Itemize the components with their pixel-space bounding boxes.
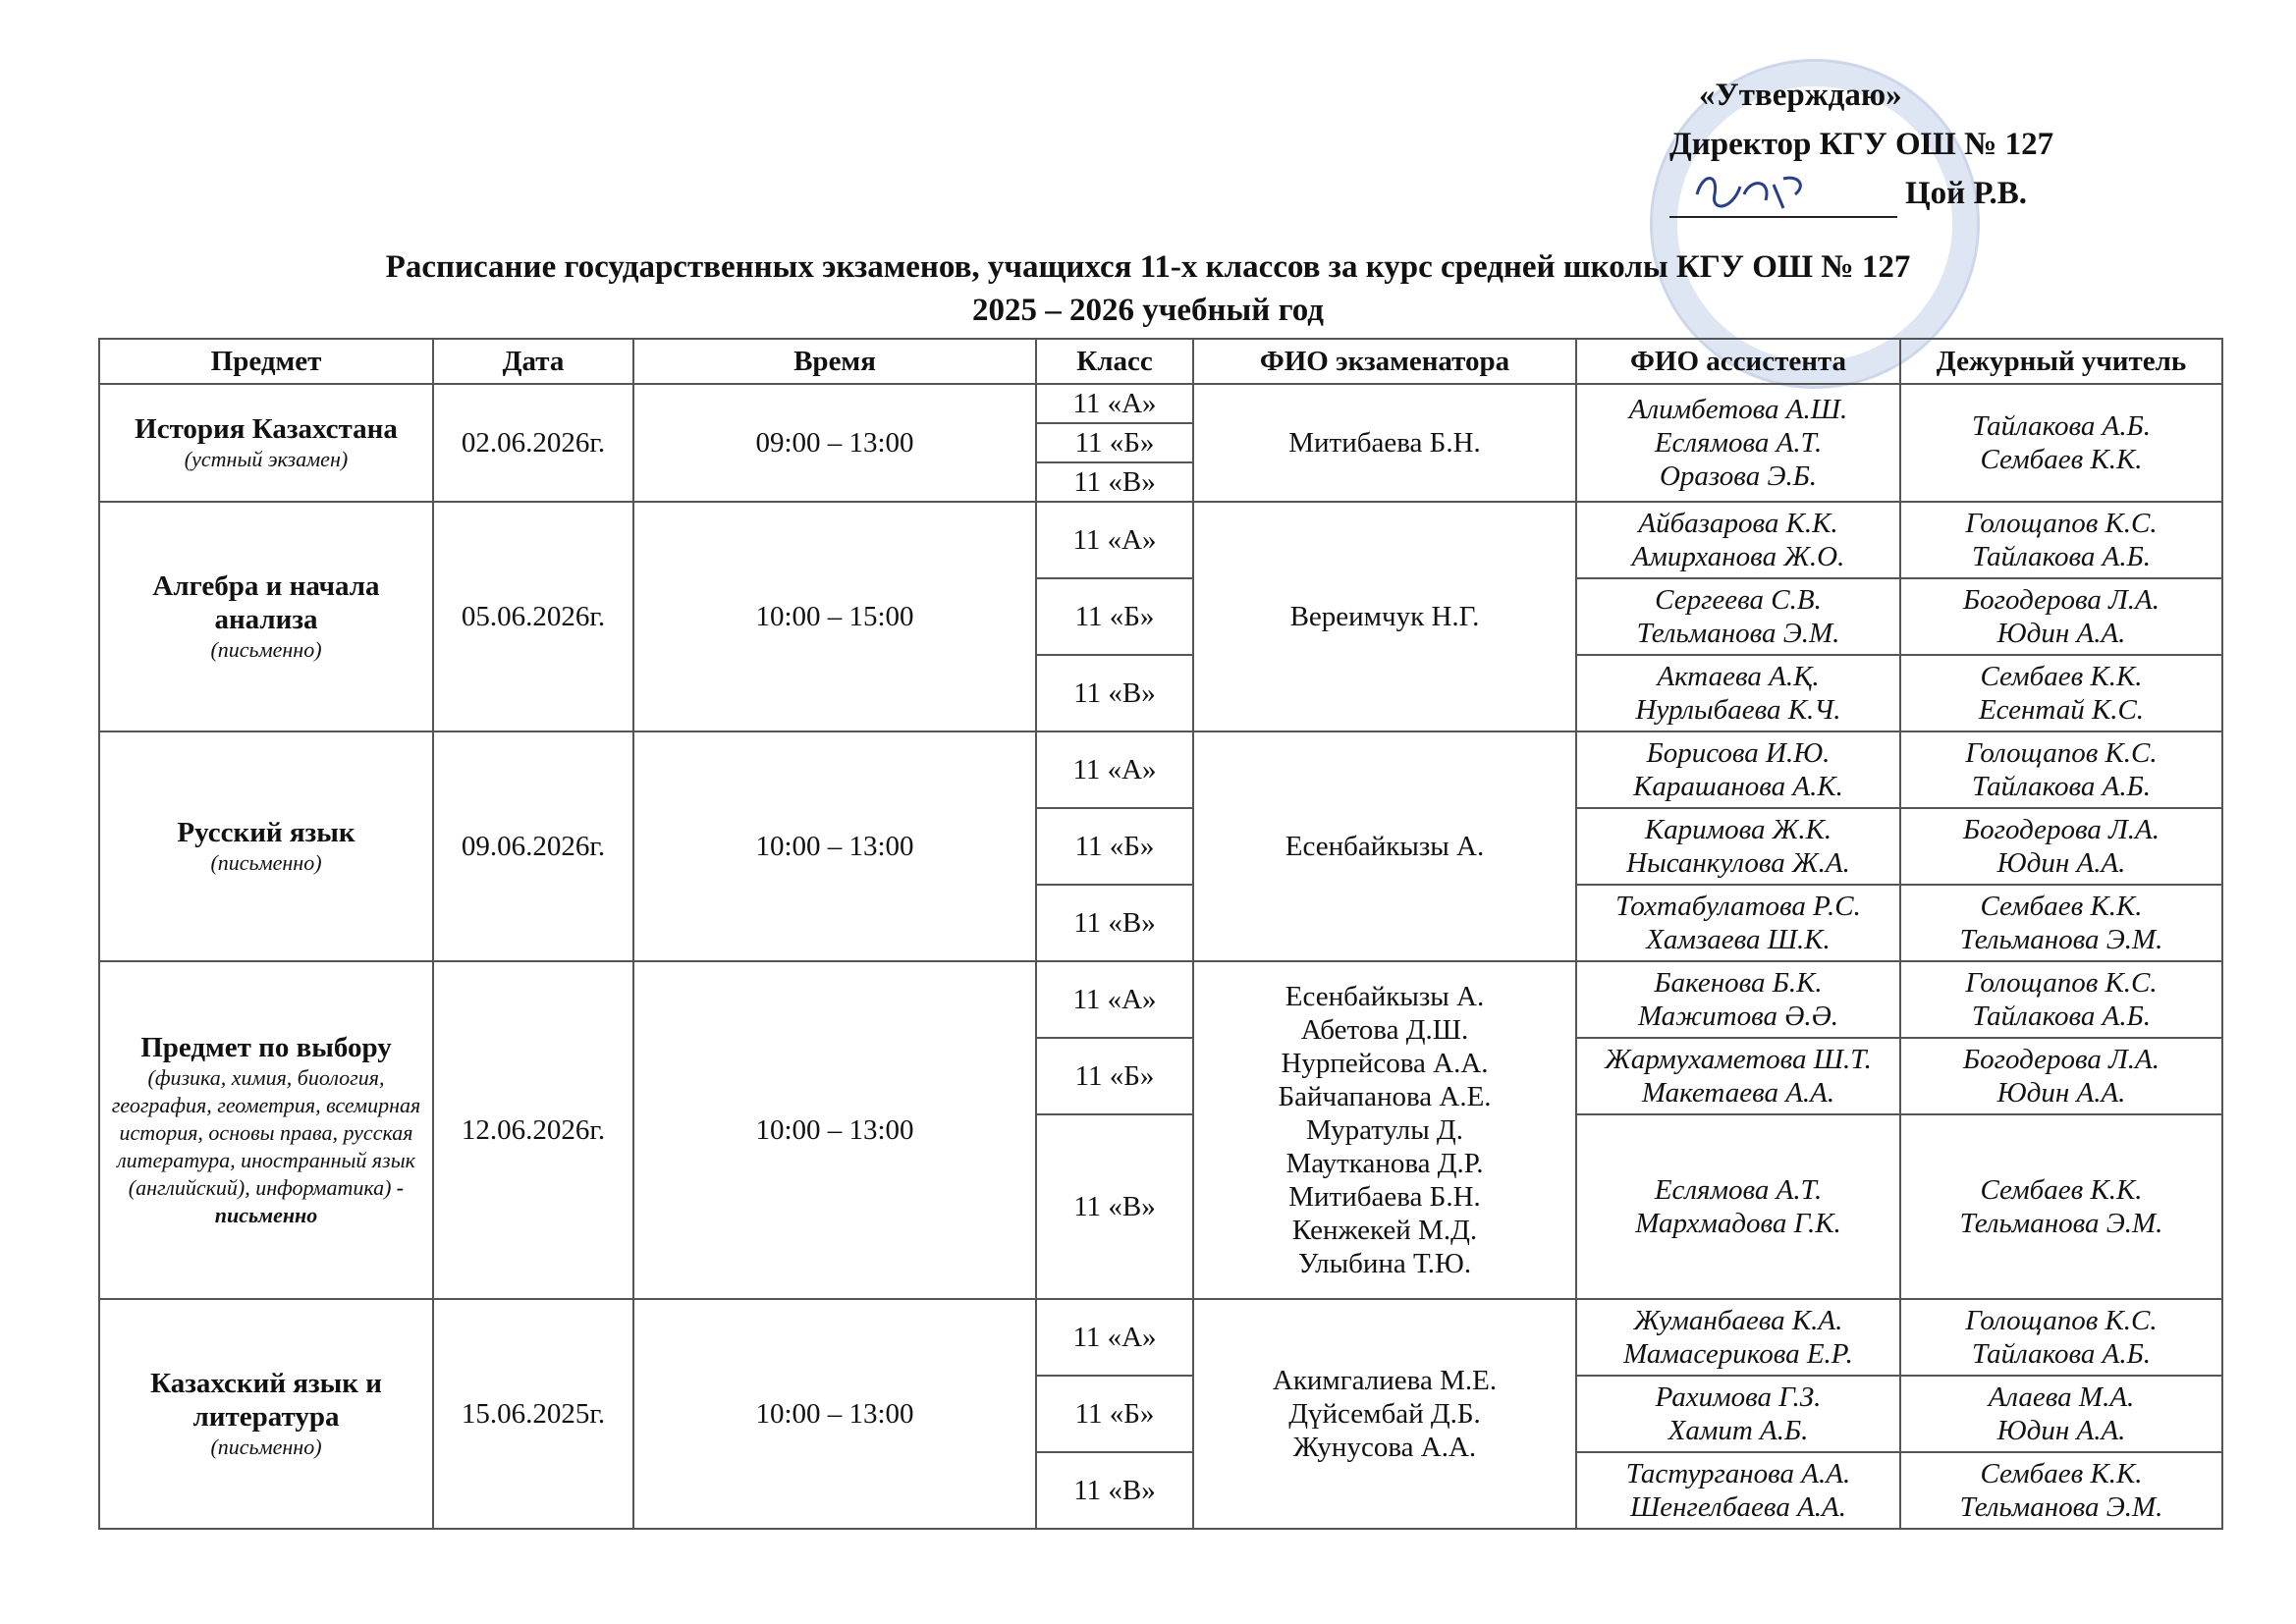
- duty-cell: [1900, 1376, 2222, 1452]
- duty-name: Тельманова Э.М.: [1959, 1491, 2163, 1523]
- subject-note: (устный экзамен): [184, 447, 349, 471]
- duty-name: Тельманова Э.М.: [1959, 1208, 2163, 1239]
- duty-name: Богодерова Л.А.: [1963, 1044, 2159, 1075]
- director-name: Цой Р.В.: [1905, 176, 2027, 211]
- duty-cell: [1900, 655, 2222, 731]
- table-header-row: [99, 339, 2222, 384]
- examiner-name: Дүйсембай Д.Б.: [1288, 1398, 1481, 1430]
- duty-name: Сембаев К.К.: [1980, 891, 2143, 922]
- assistant-name: Алимбетова А.Ш.: [1628, 394, 1848, 425]
- duty-name: Юдин А.А.: [1996, 1077, 2126, 1109]
- duty-name: Богодерова Л.А.: [1963, 584, 2159, 616]
- approval-director: Директор КГУ ОШ № 127: [1669, 127, 2054, 162]
- subject-name: Казахский язык и литература: [150, 1368, 382, 1433]
- examiner-name: Муратулы Д.: [1306, 1114, 1463, 1146]
- duty-name: Сембаев К.К.: [1980, 444, 2143, 475]
- class-cell: 11 «В»: [1036, 1452, 1193, 1529]
- class-cell: 11 «В»: [1036, 655, 1193, 731]
- examiner-name: Есенбайкызы А.: [1285, 981, 1485, 1012]
- assistant-name: Мамасерикова Е.Р.: [1623, 1338, 1853, 1370]
- assistant-cell: [1576, 808, 1900, 885]
- duty-cell: [1900, 578, 2222, 655]
- subject-name: Алгебра и начала анализа: [152, 570, 380, 635]
- header-time: Время: [633, 339, 1036, 384]
- duty-cell: [1900, 1038, 2222, 1114]
- examiner-name: Абетова Д.Ш.: [1300, 1014, 1469, 1046]
- class-cell: 11 «Б»: [1036, 1376, 1193, 1452]
- duty-name: Юдин А.А.: [1996, 847, 2126, 879]
- class-cell: 11 «А»: [1036, 1299, 1193, 1376]
- duty-name: Голощапов К.С.: [1965, 967, 2158, 999]
- assistant-name: Тельманова Э.М.: [1636, 618, 1840, 649]
- examiner-cell: Есенбайкызы А.: [1193, 731, 1576, 961]
- duty-cell: [1900, 808, 2222, 885]
- duty-cell: [1900, 384, 2222, 502]
- class-cell: 11 «В»: [1036, 885, 1193, 961]
- date-cell: 05.06.2026г.: [433, 502, 633, 731]
- subject-note: (письменно): [210, 1435, 322, 1459]
- duty-cell: [1900, 961, 2222, 1038]
- signature-icon: [1689, 165, 1827, 220]
- examiner-name: Маутканова Д.Р.: [1285, 1148, 1484, 1179]
- examiner-name: Жунусова А.А.: [1292, 1432, 1477, 1463]
- duty-name: Голощапов К.С.: [1965, 1305, 2158, 1336]
- document-title: [0, 245, 2296, 332]
- duty-name: Сембаев К.К.: [1980, 661, 2143, 692]
- signature-line: [1669, 171, 1897, 218]
- duty-name: Юдин А.А.: [1996, 618, 2126, 649]
- header-duty-teacher: Дежурный учитель: [1900, 339, 2222, 384]
- class-cell: 11 «В»: [1036, 462, 1193, 502]
- table-row: [99, 502, 2222, 578]
- duty-cell: [1900, 1114, 2222, 1299]
- subject-note: [106, 1064, 426, 1229]
- subject-note: (письменно): [210, 850, 322, 875]
- header-assistant: ФИО ассистента: [1576, 339, 1900, 384]
- examiner-name: Акимгалиева М.Е.: [1272, 1365, 1498, 1396]
- duty-name: Сембаев К.К.: [1980, 1458, 2143, 1489]
- assistant-cell: [1576, 384, 1900, 502]
- subject-name: История Казахстана: [135, 413, 398, 445]
- assistant-name: Еслямова А.Т.: [1654, 1174, 1823, 1206]
- assistant-cell: [1576, 1452, 1900, 1529]
- class-cell: 11 «А»: [1036, 731, 1193, 808]
- date-cell: 12.06.2026г.: [433, 961, 633, 1299]
- title-line-1: Расписание государственных экзаменов, учащихся 11-х классов за курс средней школы КГУ ОШ № 127: [385, 249, 1911, 285]
- table-row: [99, 1299, 2222, 1376]
- assistant-cell: [1576, 655, 1900, 731]
- duty-name: Тайлакова А.Б.: [1971, 1001, 2151, 1032]
- subject-cell: [99, 1299, 433, 1529]
- subject-cell: [99, 731, 433, 961]
- duty-cell: [1900, 502, 2222, 578]
- date-cell: 02.06.2026г.: [433, 384, 633, 502]
- duty-name: Тайлакова А.Б.: [1971, 541, 2151, 572]
- date-cell: 15.06.2025г.: [433, 1299, 633, 1529]
- duty-name: Тайлакова А.Б.: [1971, 410, 2151, 442]
- duty-name: Богодерова Л.А.: [1963, 814, 2159, 845]
- examiner-cell: [1193, 1299, 1576, 1529]
- duty-name: Голощапов К.С.: [1965, 737, 2158, 769]
- examiner-cell: [1193, 961, 1576, 1299]
- class-cell: 11 «В»: [1036, 1114, 1193, 1299]
- subject-name: Предмет по выбору: [140, 1032, 392, 1063]
- duty-name: Голощапов К.С.: [1965, 508, 2158, 539]
- duty-name: Тайлакова А.Б.: [1971, 1338, 2151, 1370]
- time-cell: 10:00 – 15:00: [633, 502, 1036, 731]
- time-cell: 10:00 – 13:00: [633, 961, 1036, 1299]
- header-class: Класс: [1036, 339, 1193, 384]
- assistant-cell: [1576, 578, 1900, 655]
- table-row: [99, 731, 2222, 808]
- assistant-cell: [1576, 502, 1900, 578]
- assistant-name: Нурлыбаева К.Ч.: [1635, 694, 1841, 726]
- duty-cell: [1900, 885, 2222, 961]
- assistant-name: Хамит А.Б.: [1667, 1415, 1809, 1446]
- table-row: [99, 961, 2222, 1038]
- time-cell: 09:00 – 13:00: [633, 384, 1036, 502]
- time-cell: 10:00 – 13:00: [633, 731, 1036, 961]
- assistant-name: Еслямова А.Т.: [1654, 427, 1823, 459]
- assistant-name: Мархмадова Г.К.: [1635, 1208, 1841, 1239]
- assistant-cell: [1576, 961, 1900, 1038]
- class-cell: 11 «Б»: [1036, 578, 1193, 655]
- header-subject: Предмет: [99, 339, 433, 384]
- assistant-name: Актаева А.Қ.: [1657, 661, 1820, 692]
- date-cell: 09.06.2026г.: [433, 731, 633, 961]
- approval-block: [1669, 71, 2219, 218]
- assistant-cell: [1576, 731, 1900, 808]
- class-cell: 11 «Б»: [1036, 1038, 1193, 1114]
- subject-note-text: (физика, химия, биология, география, геометрия, всемирная история, основы права, русская литература, иностранный язык (английский), информатика): [111, 1065, 421, 1200]
- assistant-name: Бакенова Б.К.: [1654, 967, 1823, 999]
- duty-cell: [1900, 1452, 2222, 1529]
- time-cell: 10:00 – 13:00: [633, 1299, 1036, 1529]
- examiner-cell: Митибаева Б.Н.: [1193, 384, 1576, 502]
- assistant-name: Рахимова Г.З.: [1655, 1381, 1822, 1413]
- assistant-name: Амирханова Ж.О.: [1631, 541, 1845, 572]
- class-cell: 11 «Б»: [1036, 423, 1193, 462]
- assistant-cell: [1576, 1299, 1900, 1376]
- examiner-name: Митибаева Б.Н.: [1288, 1181, 1481, 1213]
- examiner-name: Кенжекей М.Д.: [1291, 1215, 1478, 1246]
- assistant-name: Мажитова Ә.Ә.: [1637, 1001, 1839, 1032]
- header-examiner: ФИО экзаменатора: [1193, 339, 1576, 384]
- assistant-name: Тохтабулатова Р.С.: [1615, 891, 1861, 922]
- table-row: [99, 384, 2222, 423]
- assistant-cell: [1576, 1376, 1900, 1452]
- duty-name: Тельманова Э.М.: [1959, 924, 2163, 955]
- duty-cell: [1900, 731, 2222, 808]
- assistant-name: Сергеева С.В.: [1655, 584, 1822, 616]
- class-cell: 11 «А»: [1036, 384, 1193, 423]
- examiner-name: Нурпейсова А.А.: [1281, 1048, 1489, 1079]
- assistant-name: Оразова Э.Б.: [1659, 460, 1818, 492]
- duty-name: Есентай К.С.: [1978, 694, 2145, 726]
- subject-note: (письменно): [210, 637, 322, 662]
- duty-cell: [1900, 1299, 2222, 1376]
- assistant-name: Макетаева А.А.: [1641, 1077, 1835, 1109]
- examiner-name: Улыбина Т.Ю.: [1297, 1248, 1472, 1279]
- assistant-name: Каримова Ж.К.: [1644, 814, 1832, 845]
- assistant-cell: [1576, 1038, 1900, 1114]
- assistant-name: Хамзаева Ш.К.: [1646, 924, 1831, 955]
- duty-name: Сембаев К.К.: [1980, 1174, 2143, 1206]
- assistant-name: Айбазарова К.К.: [1638, 508, 1838, 539]
- examiner-name: Байчапанова А.Е.: [1278, 1081, 1492, 1112]
- subject-name: Русский язык: [177, 817, 355, 848]
- assistant-cell: [1576, 1114, 1900, 1299]
- class-cell: 11 «Б»: [1036, 808, 1193, 885]
- assistant-name: Тастурганова А.А.: [1625, 1458, 1851, 1489]
- assistant-name: Карашанова А.К.: [1633, 771, 1843, 802]
- subject-cell: [99, 384, 433, 502]
- subject-note-suffix: - письменно: [214, 1175, 405, 1227]
- duty-name: Алаева М.А.: [1988, 1381, 2135, 1413]
- subject-cell: [99, 502, 433, 731]
- exam-schedule-table: [98, 338, 2223, 1530]
- title-line-2: 2025 – 2026 учебный год: [972, 293, 1324, 328]
- duty-name: Юдин А.А.: [1996, 1415, 2126, 1446]
- assistant-cell: [1576, 885, 1900, 961]
- class-cell: 11 «А»: [1036, 502, 1193, 578]
- header-date: Дата: [433, 339, 633, 384]
- class-cell: 11 «А»: [1036, 961, 1193, 1038]
- assistant-name: Нысанкулова Ж.А.: [1626, 847, 1850, 879]
- approval-title: «Утверждаю»: [1699, 78, 1902, 113]
- examiner-cell: Вереимчук Н.Г.: [1193, 502, 1576, 731]
- subject-cell: [99, 961, 433, 1299]
- assistant-name: Жармухаметова Ш.Т.: [1605, 1044, 1872, 1075]
- assistant-name: Жуманбаева К.А.: [1633, 1305, 1843, 1336]
- assistant-name: Борисова И.Ю.: [1646, 737, 1831, 769]
- duty-name: Тайлакова А.Б.: [1971, 771, 2151, 802]
- assistant-name: Шенгелбаева А.А.: [1630, 1491, 1846, 1523]
